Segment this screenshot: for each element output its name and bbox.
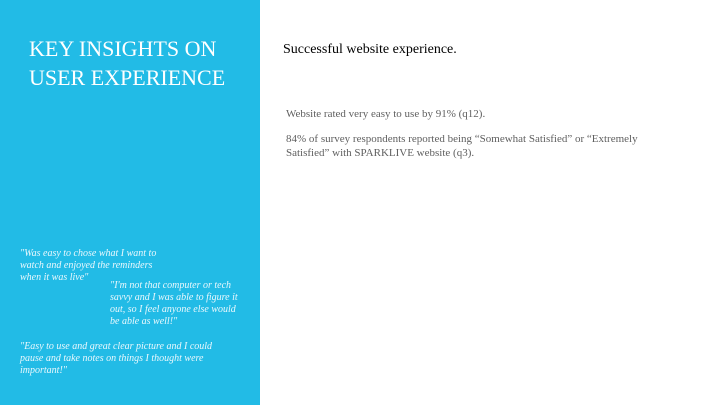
- section-heading: Successful website experience.: [283, 42, 457, 57]
- quote-1: "Was easy to chose what I want to watch and enjoyed the reminders when it was live": [20, 248, 157, 283]
- insight-item-ease-of-use: Website rated very easy to use by 91% (q12).: [286, 108, 486, 120]
- quote-3: "Easy to use and great clear picture and I could pause and take notes on things I thought were important!": [20, 341, 213, 376]
- insight-item-satisfaction: 84% of survey respondents reported being “Somewhat Satisfied” or “Extremely Satisfied” with SPARKLIVE website (q3).: [286, 133, 638, 159]
- quote-2: "I'm not that computer or tech savvy and I was able to figure it out, so I feel anyone else would be able as well!": [110, 280, 238, 327]
- left-accent-panel: [0, 0, 260, 405]
- slide-title: KEY INSIGHTS ON USER EXPERIENCE: [29, 36, 226, 90]
- insight-list: [286, 107, 666, 171]
